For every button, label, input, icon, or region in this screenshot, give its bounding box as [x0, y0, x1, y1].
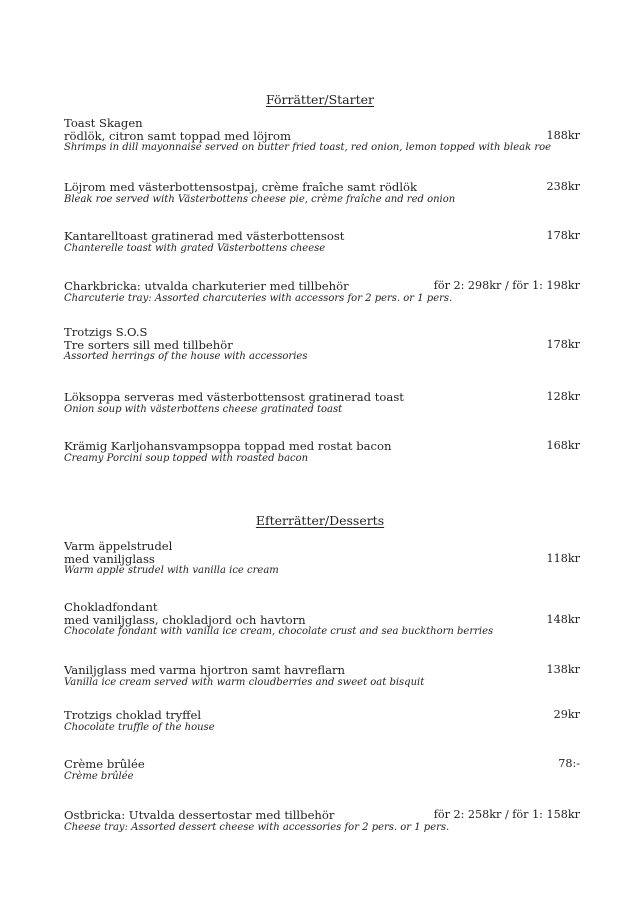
dish-english-description: Bleak roe served with Västerbottens cheese pie, crème fraîche and red onion: [64, 193, 456, 205]
dish-price: 178kr: [546, 337, 580, 351]
section-heading: Efterrätter/Desserts: [255, 513, 385, 528]
dish-english-description: Charcuterie tray: Assorted charcuteries with accessors for 2 pers. or 1 pers.: [64, 292, 453, 304]
dish-name: Trotzigs choklad tryffel: [64, 708, 202, 722]
dish-price: 238kr: [546, 180, 580, 193]
dish-english-description: Chocolate fondant with vanilla ice cream, chocolate crust and sea buckthorn berries: [64, 626, 494, 637]
menu-item: [64, 440, 580, 465]
menu-item: [64, 391, 580, 416]
dish-name: Löksoppa serveras med västerbottensost gratinerad toast: [64, 390, 404, 404]
dish-english-description: Shrimps in dill mayonnaise served on butter fried toast, red onion, lemon topped with bleak roe: [64, 142, 552, 153]
menu-item: [64, 326, 580, 364]
dish-price: 78:-: [558, 757, 580, 770]
dish-name: Varm äppelstrudel: [64, 539, 173, 553]
dish-name: Trotzigs S.O.S: [64, 325, 148, 339]
section-heading: Förrätter/Starter: [266, 92, 374, 107]
dish-price: för 2: 258kr / för 1: 158kr: [433, 808, 580, 821]
dish-english-description: Chocolate truffle of the house: [64, 721, 215, 733]
dish-detail: med vaniljglass: [64, 551, 155, 566]
dish-price: 128kr: [546, 390, 580, 403]
dish-price: 188kr: [546, 128, 580, 142]
dish-price: för 2: 298kr / för 1: 198kr: [433, 279, 580, 292]
menu-item: [64, 601, 580, 639]
dish-detail: rödlök, citron samt toppad med löjrom: [64, 128, 292, 143]
dish-english-description: Onion soup with västerbottens cheese gratinated toast: [64, 403, 343, 415]
dish-name: Crème brûlée: [64, 757, 145, 771]
menu-item: [64, 117, 580, 155]
dish-english-description: Crème brûlée: [64, 770, 134, 782]
dish-name: Vaniljglass med varma hjortron samt havreflarn: [64, 663, 345, 677]
dish-english-description: Warm apple strudel with vanilla ice cream: [64, 565, 279, 576]
menu-item: [64, 280, 580, 305]
dish-name: Löjrom med västerbottensostpaj, crème fraîche samt rödlök: [64, 180, 418, 194]
dish-english-description: Creamy Porcini soup topped with roasted bacon: [64, 452, 309, 464]
dish-english-description: Chanterelle toast with grated Västerbottens cheese: [64, 242, 326, 254]
dish-name: Ostbricka: Utvalda dessertostar med tillbehör: [64, 808, 335, 822]
dish-detail: med vaniljglass, chokladjord och havtorn: [64, 612, 306, 627]
dish-price: 168kr: [546, 439, 580, 452]
menu-item: [64, 664, 580, 689]
menu-item: [64, 709, 580, 734]
dish-name: Krämig Karljohansvampsoppa toppad med rostat bacon: [64, 439, 392, 453]
menu-item: [64, 809, 580, 834]
dish-english-description: Assorted herrings of the house with accessories: [64, 351, 308, 362]
dish-name: Kantarelltoast gratinerad med västerbottensost: [64, 229, 345, 243]
dish-price: 148kr: [546, 612, 580, 626]
dish-name: Charkbricka: utvalda charkuterier med tillbehör: [64, 279, 349, 293]
dish-english-description: Cheese tray: Assorted dessert cheese with accessories for 2 pers. or 1 pers.: [64, 821, 450, 833]
dish-detail: Tre sorters sill med tillbehör: [64, 337, 233, 352]
dish-price: 138kr: [546, 663, 580, 676]
menu-item: [64, 540, 580, 578]
dish-price: 178kr: [546, 229, 580, 242]
dish-name: Chokladfondant: [64, 600, 158, 614]
dish-english-description: Vanilla ice cream served with warm cloudberries and sweet oat bisquit: [64, 676, 425, 688]
menu-item: [64, 230, 580, 255]
dish-price: 29kr: [553, 708, 580, 721]
menu-item: [64, 181, 580, 206]
dish-price: 118kr: [546, 551, 580, 565]
dish-name: Toast Skagen: [64, 116, 143, 130]
menu-item: [64, 758, 580, 783]
